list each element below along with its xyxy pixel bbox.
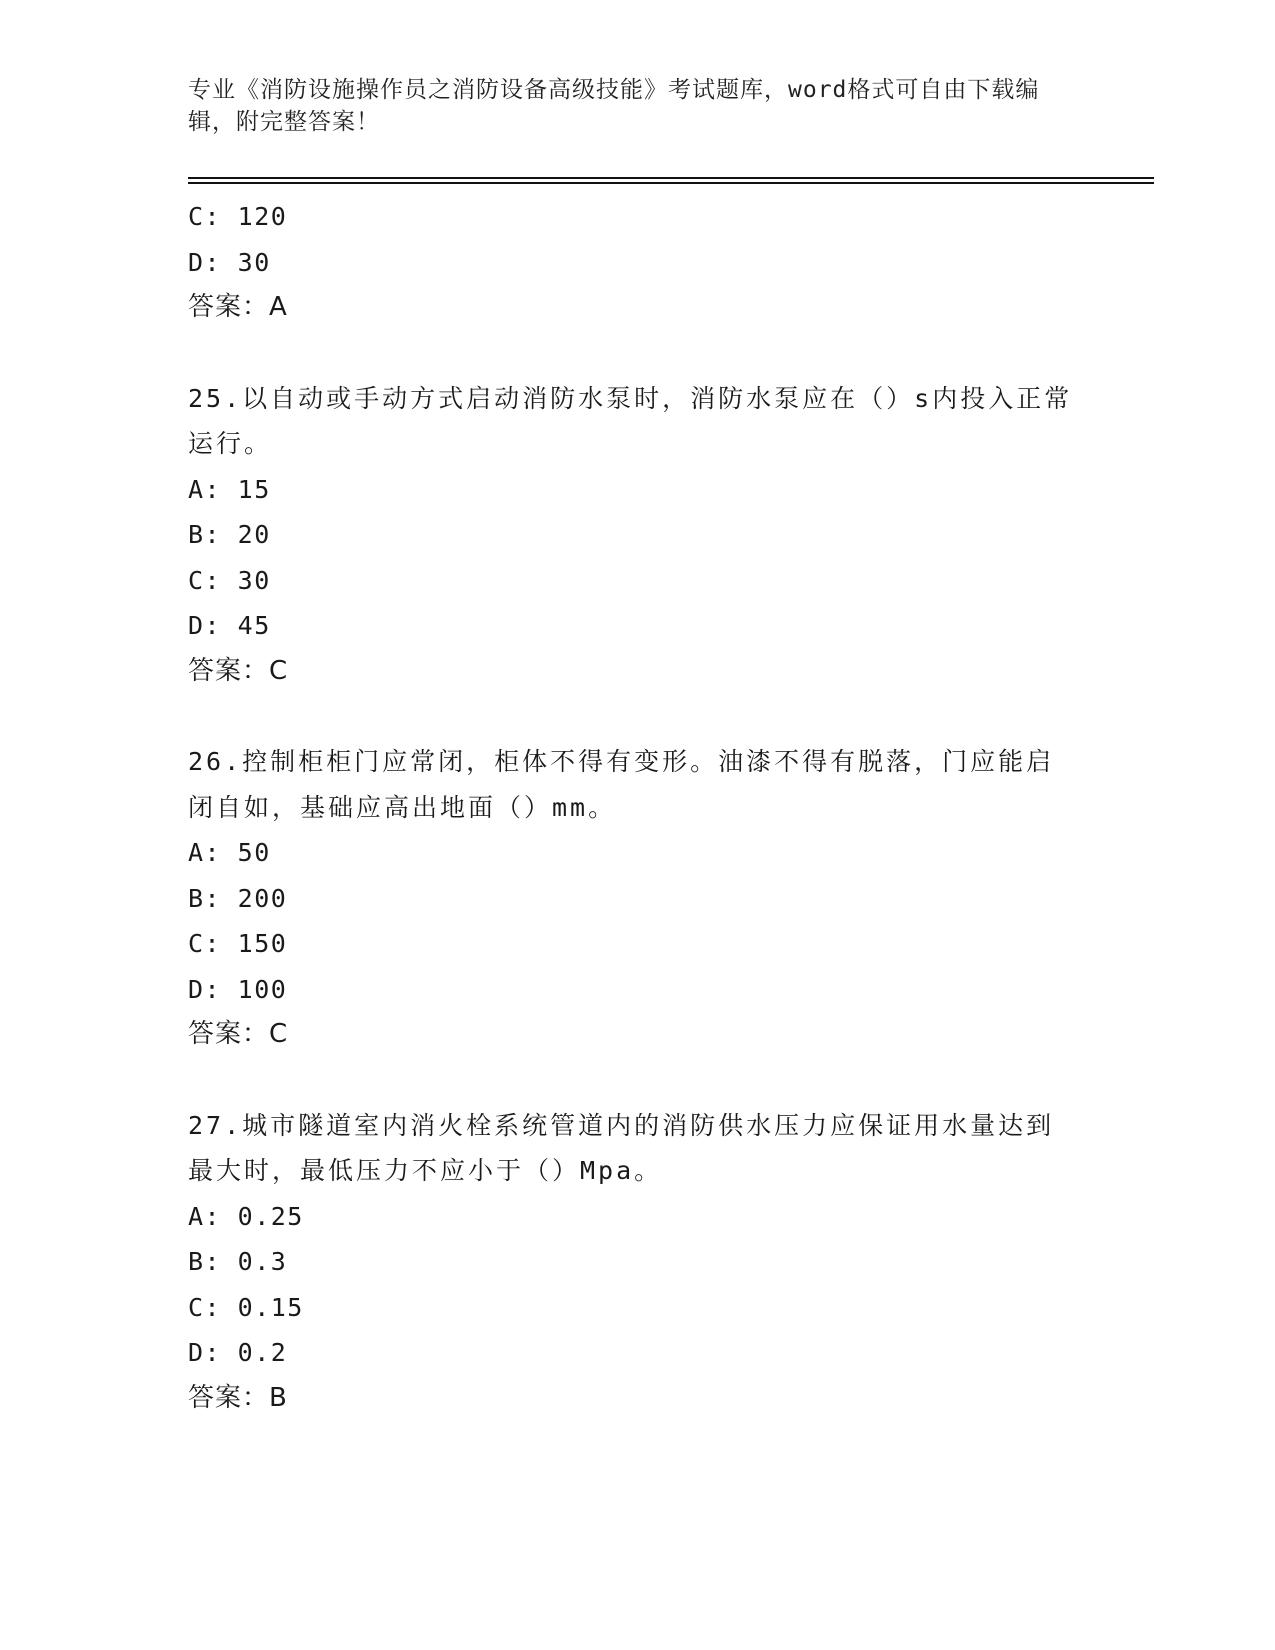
option-d: D: 30 [188, 247, 271, 277]
option-c: C: 120 [188, 202, 288, 231]
question-27 [188, 1103, 1088, 1422]
answer-line: 答案：A [188, 292, 288, 322]
option-a: A: 50 [188, 838, 271, 867]
option-b: B: 20 [188, 520, 271, 549]
header-text: 专业《消防设施操作员之消防设备高级技能》考试题库，word格式可自由下载编辑，附完整答案！ [188, 77, 1040, 135]
option-b: B: 0.3 [188, 1247, 288, 1276]
question-25 [188, 376, 1088, 695]
spacer [188, 694, 1088, 739]
option-a: A: 0.25 [188, 1201, 304, 1231]
option-d: D: 100 [188, 974, 288, 1004]
document-header [188, 74, 1068, 138]
spacer [188, 1058, 1088, 1103]
option-c: C: 150 [188, 929, 288, 958]
option-b: B: 200 [188, 883, 288, 913]
option-a: A: 15 [188, 474, 271, 504]
question-text: 27.城市隧道室内消火栓系统管道内的消防供水压力应保证用水量达到最大时，最低压力不应小于（）Mpa。 [188, 1110, 1055, 1185]
question-26 [188, 739, 1088, 1058]
option-d: D: 45 [188, 611, 271, 640]
question-text: 26.控制柜柜门应常闭，柜体不得有变形。油漆不得有脱落，门应能启闭自如，基础应高出地面（）mm。 [188, 747, 1055, 822]
option-c: C: 0.15 [188, 1292, 304, 1322]
answer-line: 答案：C [188, 655, 289, 686]
option-d: D: 0.2 [188, 1338, 288, 1367]
spacer [188, 331, 1088, 376]
document-body [188, 194, 1088, 1421]
header-divider-top [188, 177, 1154, 179]
header-divider-bottom [188, 182, 1154, 184]
option-c: C: 30 [188, 565, 271, 595]
previous-question-tail [188, 194, 1088, 331]
answer-line: 答案：B [188, 1382, 288, 1413]
answer-line: 答案：C [188, 1019, 289, 1049]
question-text: 25.以自动或手动方式启动消防水泵时，消防水泵应在（）s内投入正常运行。 [188, 383, 1073, 458]
